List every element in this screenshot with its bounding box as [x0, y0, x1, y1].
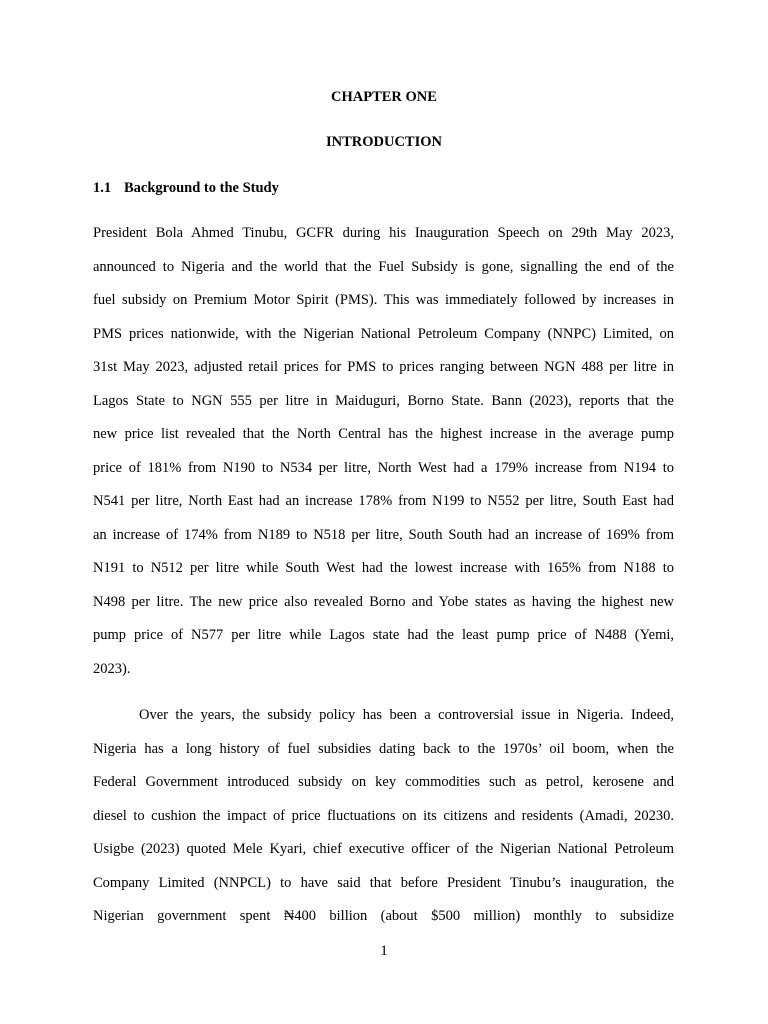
paragraph-line: N498 per litre. The new price also revealed Borno and Yobe states as having the highest new: [93, 593, 674, 610]
paragraph-line: 2023).: [93, 660, 131, 677]
section-title: Background to the Study: [124, 180, 279, 196]
paragraph-line: diesel to cushion the impact of price fluctuations on its citizens and residents (Amadi, 20230.: [93, 807, 674, 824]
paragraph-line: PMS prices nationwide, with the Nigerian National Petroleum Company (NNPC) Limited, on: [93, 325, 674, 342]
paragraph-line: Over the years, the subsidy policy has been a controversial issue in Nigeria. Indeed,: [139, 707, 674, 723]
section-heading: [93, 179, 279, 197]
chapter-subtitle: INTRODUCTION: [325, 134, 442, 150]
paragraph-2: [93, 699, 674, 934]
paragraph-line: price of 181% from N190 to N534 per litre, North West had a 179% increase from N194 to: [93, 459, 674, 476]
paragraph-line: Federal Government introduced subsidy on key commodities such as petrol, kerosene and: [93, 774, 674, 790]
paragraph-line: an increase of 174% from N189 to N518 per litre, South South had an increase of 169% from: [93, 526, 674, 543]
paragraph-line: N191 to N512 per litre while South West had the lowest increase with 165% from N188 to: [93, 560, 674, 576]
paragraph-line: Lagos State to NGN 555 per litre in Maiduguri, Borno State. Bann (2023), reports that the: [93, 392, 674, 409]
paragraph-line: new price list revealed that the North Central has the highest increase in the average pump: [93, 426, 674, 442]
chapter-title: CHAPTER ONE: [331, 89, 437, 105]
paragraph-line: President Bola Ahmed Tinubu, GCFR during his Inauguration Speech on 29th May 2023,: [93, 225, 674, 241]
paragraph-line: announced to Nigeria and the world that the Fuel Subsidy is gone, signalling the end of the: [93, 258, 674, 275]
paragraph-line: Usigbe (2023) quoted Mele Kyari, chief executive officer of the Nigerian National Petroleum: [93, 841, 674, 857]
paragraph-1: [93, 217, 674, 686]
section-number: 1.1: [93, 180, 112, 196]
paragraph-line: 31st May 2023, adjusted retail prices for PMS to prices ranging between NGN 488 per litre in: [93, 359, 674, 375]
paragraph-line: Nigerian government spent ₦400 billion (about $500 million) monthly to subsidize: [93, 908, 674, 924]
paragraph-line: Company Limited (NNPCL) to have said that before President Tinubu’s inauguration, the: [93, 874, 674, 891]
page-number: 1: [380, 943, 388, 959]
paragraph-line: fuel subsidy on Premium Motor Spirit (PMS). This was immediately followed by increases in: [93, 292, 674, 308]
paragraph-line: Nigeria has a long history of fuel subsidies dating back to the 1970s’ oil boom, when the: [93, 740, 674, 757]
paragraph-line: pump price of N577 per litre while Lagos state had the least pump price of N488 (Yemi,: [93, 627, 674, 643]
paragraph-line: N541 per litre, North East had an increase 178% from N199 to N552 per litre, South East had: [93, 493, 674, 509]
